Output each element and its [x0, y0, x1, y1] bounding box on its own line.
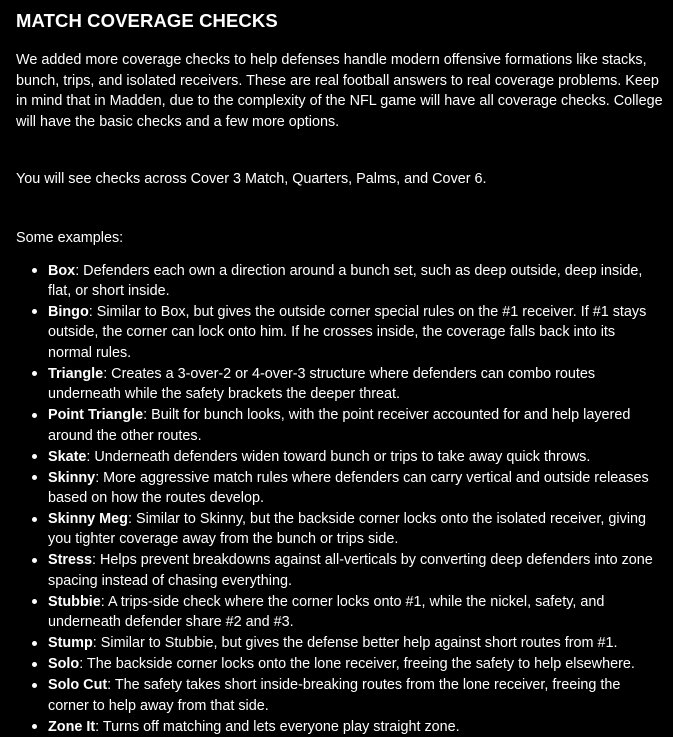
check-description: : Helps prevent breakdowns against all-verticals by converting deep defenders into zone spacing instead of chasing everything.	[48, 552, 653, 589]
list-item	[48, 468, 663, 509]
check-name: Triangle	[48, 365, 104, 382]
section-title: MATCH COVERAGE CHECKS	[16, 10, 278, 31]
bullet-icon	[32, 662, 37, 667]
examples-list	[16, 261, 663, 737]
check-name: Stress	[48, 552, 93, 569]
list-item	[48, 633, 663, 653]
bullet-icon	[32, 724, 37, 729]
check-name: Zone It	[48, 718, 96, 735]
list-item	[48, 261, 663, 302]
list-item	[48, 675, 663, 716]
bullet-icon	[32, 475, 37, 480]
check-description: : Defenders each own a direction around a bunch set, such as deep outside, deep inside, flat, or short inside.	[48, 262, 643, 299]
list-item	[48, 405, 663, 446]
list-item	[48, 302, 663, 363]
list-item	[48, 447, 663, 467]
check-description: : A trips-side check where the corner locks onto #1, while the nickel, safety, and underneath defender share #2 and #3.	[48, 593, 605, 631]
examples-label: Some examples:	[16, 229, 124, 246]
bullet-icon	[32, 268, 37, 273]
check-description: : The backside corner locks onto the lone receiver, freeing the safety to help elsewhere.	[79, 656, 635, 673]
check-description: : Similar to Stubbie, but gives the defense better help against short routes from #1.	[92, 635, 618, 652]
check-name: Bingo	[48, 303, 89, 320]
list-item	[48, 364, 663, 405]
bullet-icon	[32, 371, 37, 376]
check-name: Point Triangle	[48, 407, 144, 424]
list-item	[48, 550, 663, 591]
check-description: : The safety takes short inside-breaking routes from the lone receiver, freeing the corner to help away from that side.	[48, 677, 621, 714]
coverage-checks-paragraph: You will see checks across Cover 3 Match, Quarters, Palms, and Cover 6.	[16, 171, 487, 188]
list-item	[48, 509, 663, 550]
list-item	[48, 717, 663, 737]
check-name: Skate	[48, 448, 87, 465]
bullet-icon	[32, 454, 37, 459]
check-name: Stump	[48, 635, 93, 652]
check-name: Skinny Meg	[48, 511, 128, 527]
check-name: Solo	[48, 656, 80, 673]
check-description: : Similar to Box, but gives the outside corner special rules on the #1 receiver. If #1 stays outside, the corner can lock onto him. If he crosses inside, the coverage falls back into its normal rules.	[48, 303, 647, 361]
list-item	[48, 654, 663, 674]
check-name: Skinny	[48, 469, 96, 486]
bullet-icon	[32, 558, 37, 563]
bullet-icon	[32, 309, 37, 314]
check-description: : More aggressive match rules where defenders can carry vertical and outside releases based on how the routes develop.	[48, 469, 649, 506]
check-description: : Turns off matching and lets everyone play straight zone.	[95, 718, 460, 735]
check-description: : Creates a 3-over-2 or 4-over-3 structure where defenders can combo routes underneath while the safety brackets the deeper threat.	[48, 365, 596, 403]
bullet-icon	[32, 641, 37, 646]
bullet-icon	[32, 683, 37, 688]
check-description: : Built for bunch looks, with the point receiver accounted for and help layered around the other routes.	[48, 407, 631, 444]
check-description: : Underneath defenders widen toward bunch or trips to take away quick throws.	[86, 448, 591, 465]
bullet-icon	[32, 599, 37, 604]
bullet-icon	[32, 413, 37, 418]
check-name: Stubbie	[48, 593, 101, 610]
check-description: : Similar to Skinny, but the backside corner locks onto the isolated receiver, giving you tighter coverage away from the bunch or trips side.	[48, 511, 647, 548]
check-name: Box	[48, 262, 76, 279]
intro-paragraph: We added more coverage checks to help defenses handle modern offensive formations like stacks, bunch, trips, and isolated receivers. These are real football answers to real coverage problems. Keep in mind that in Madden, due to the complexity of the NFL game will have all coverage checks. College will have the basic checks and a few more options.	[16, 52, 663, 130]
check-name: Solo Cut	[48, 677, 108, 694]
bullet-icon	[32, 517, 37, 522]
list-item	[48, 592, 663, 633]
